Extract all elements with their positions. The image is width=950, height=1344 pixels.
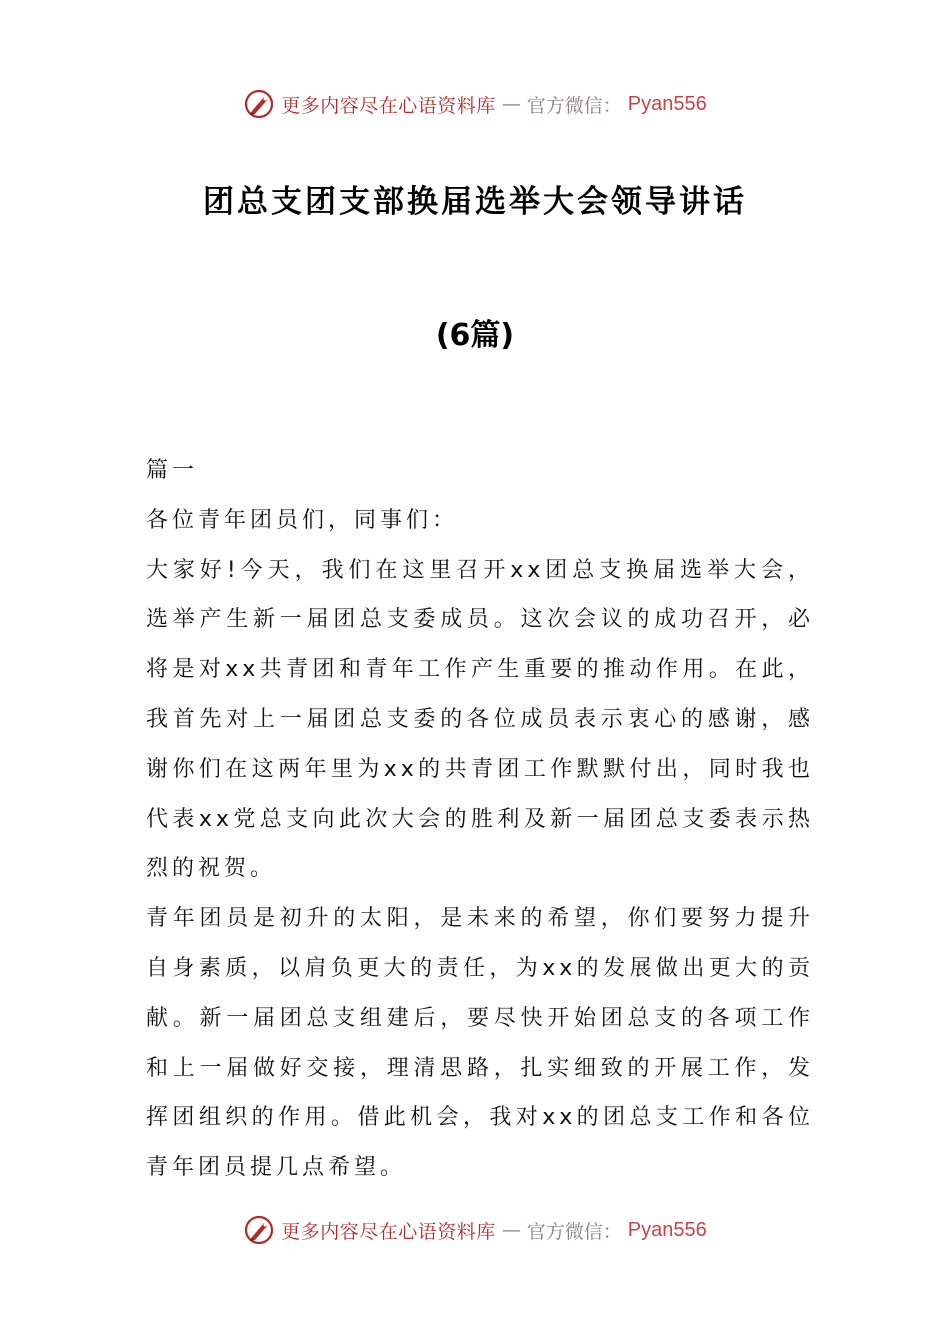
- header-banner: [0, 84, 950, 124]
- pen-logo-icon: [243, 1214, 275, 1246]
- footer-banner: [0, 1210, 950, 1250]
- banner-wechat-label: 官方微信：: [526, 1220, 622, 1243]
- banner-separator: —: [501, 1219, 521, 1241]
- greeting: 各位青年团员们，同事们：: [146, 507, 459, 533]
- pen-logo-icon: [243, 88, 275, 120]
- banner-main-text: 更多内容尽在心语资料库: [281, 94, 496, 117]
- banner-wechat-id: Pyan556: [627, 1218, 707, 1241]
- banner-wechat-label: 官方微信：: [526, 94, 622, 117]
- section-label: 篇一: [146, 458, 199, 483]
- banner-separator: —: [501, 93, 521, 115]
- document-title: 团总支团支部换届选举大会领导讲话: [203, 184, 747, 220]
- document-body: [146, 446, 814, 1193]
- banner-wechat-id: Pyan556: [627, 92, 707, 115]
- body-paragraph: 大家好!今天，我们在这里召开xx团总支换届选举大会，选举产生新一届团总支委成员。这次会议的成功召开，必将是对xx共青团和青年工作产生重要的推动作用。在此，我首先对上一届团总支委的各位成员表示衷心的感谢，感谢你们在这两年里为xx的共青团工作默默付出，同时我也代表xx党总支向此次大会的胜利及新一届团总支委表示热烈的祝贺。: [146, 557, 814, 882]
- document-subtitle: (6篇): [435, 318, 515, 353]
- body-paragraph: 青年团员是初升的太阳，是未来的希望，你们要努力提升自身素质，以肩负更大的责任，为xx的发展做出更大的贡献。新一届团总支组建后，要尽快开始团总支的各项工作和上一届做好交接，理清思路，扎实细致的开展工作，发挥团组织的作用。借此机会，我对xx的团总支工作和各位青年团员提几点希望。: [146, 906, 814, 1181]
- banner-main-text: 更多内容尽在心语资料库: [281, 1220, 496, 1243]
